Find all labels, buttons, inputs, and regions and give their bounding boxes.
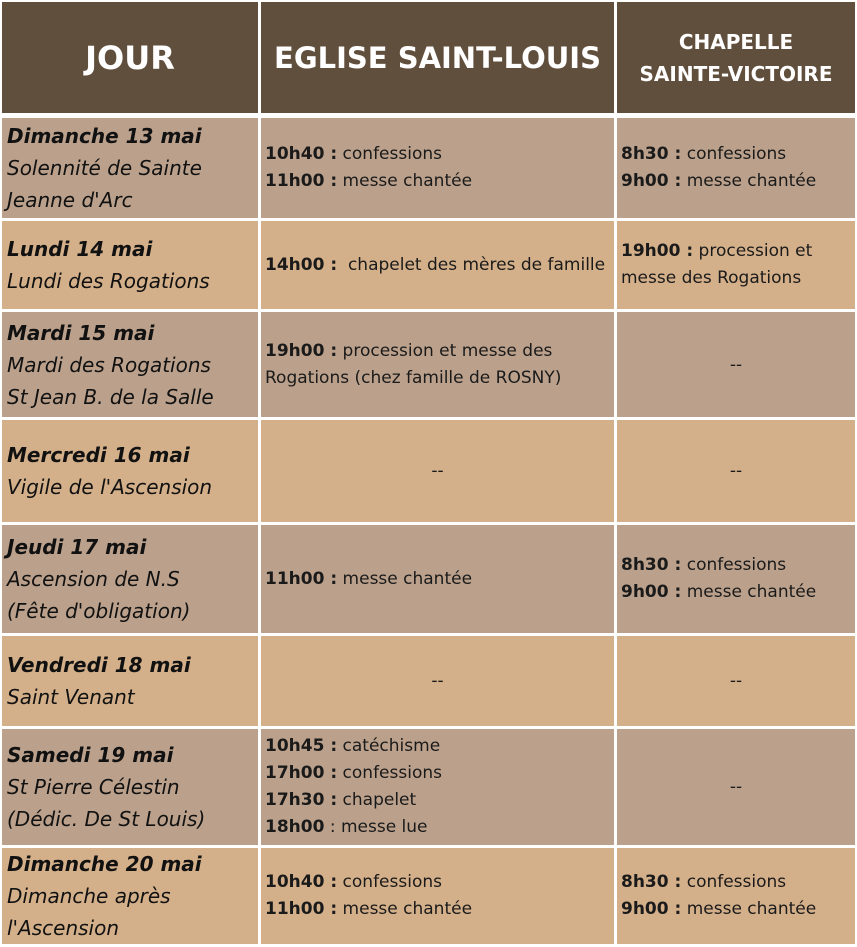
service-time: 14h00 :	[265, 254, 338, 275]
day-cell	[2, 420, 261, 525]
service-line	[265, 787, 614, 814]
service-line	[621, 896, 855, 923]
service-time: 17h00 :	[265, 763, 338, 783]
table-row	[2, 848, 855, 947]
table-row	[2, 118, 855, 221]
service-line	[265, 168, 614, 195]
service-text: messe chantée	[337, 568, 473, 589]
chapelle-cell-empty: --	[617, 420, 855, 525]
feast-label: Solennité de Sainte	[7, 156, 202, 180]
day-cell	[2, 729, 261, 848]
feast-label: Jeanne d'Arc	[7, 188, 133, 212]
feast-label: Saint Venant	[7, 685, 135, 709]
day-cell	[2, 221, 261, 312]
feast-label: Vigile de l'Ascension	[7, 475, 213, 499]
service-text: chapelet des mères de famille	[337, 254, 606, 275]
schedule-table	[2, 2, 855, 947]
feast-label: Dimanche après	[7, 884, 171, 908]
service-time: 17h30 :	[265, 790, 338, 810]
day-label: Mercredi 16 mai	[7, 443, 190, 467]
service-text: : messe lue	[324, 817, 428, 837]
service-time: 9h00 :	[621, 899, 682, 919]
table-row	[2, 420, 855, 525]
service-line	[265, 896, 614, 923]
day-label: Dimanche 20 mai	[7, 852, 202, 876]
service-text: messe chantée	[681, 899, 817, 919]
service-text: messe chantée	[681, 171, 817, 191]
service-time: 8h30 :	[621, 144, 682, 164]
service-line	[265, 252, 614, 279]
eglise-cell	[261, 729, 617, 848]
eglise-cell	[261, 221, 617, 312]
service-time: 11h00 :	[265, 171, 338, 191]
day-label: Samedi 19 mai	[7, 743, 174, 767]
feast-label: (Dédic. De St Louis)	[7, 807, 206, 831]
service-line	[265, 141, 614, 168]
service-time: 19h00 :	[621, 241, 694, 261]
day-label: Jeudi 17 mai	[7, 535, 147, 559]
service-time: 11h00 :	[265, 568, 338, 589]
day-label: Dimanche 13 mai	[7, 124, 202, 148]
service-line	[265, 869, 614, 896]
table-row	[2, 221, 855, 312]
service-text: confessions	[681, 144, 787, 164]
table-row	[2, 636, 855, 729]
service-text: catéchisme	[337, 736, 441, 756]
chapelle-cell-empty: --	[617, 636, 855, 729]
service-time: 19h00 :	[265, 340, 338, 361]
service-text: confessions	[337, 144, 442, 164]
service-time: 10h45 :	[265, 736, 338, 756]
service-text: confessions	[681, 555, 787, 575]
table-row	[2, 525, 855, 636]
service-text: procession et messe des Rogations (chez famille de ROSNY)	[265, 340, 562, 388]
service-time: 10h40 :	[265, 144, 338, 164]
header-chapelle-line2: SAINTE-VICTOIRE	[639, 61, 833, 86]
service-time: 10h40 :	[265, 872, 338, 892]
eglise-cell	[261, 118, 617, 221]
chapelle-cell-empty: --	[617, 312, 855, 420]
service-text: messe chantée	[681, 582, 817, 602]
service-line	[265, 338, 614, 392]
day-label: Vendredi 18 mai	[7, 653, 191, 677]
eglise-cell	[261, 312, 617, 420]
feast-label: St Jean B. de la Salle	[7, 384, 214, 409]
table-row	[2, 729, 855, 848]
service-text: procession et messe des Rogations	[621, 241, 813, 288]
day-cell	[2, 636, 261, 729]
day-cell	[2, 525, 261, 636]
chapelle-cell	[617, 848, 855, 947]
header-jour: JOUR	[2, 2, 261, 113]
header-chapelle	[617, 2, 855, 113]
feast-label: l'Ascension	[7, 916, 120, 940]
header-chapelle-line1: CHAPELLE	[678, 29, 794, 54]
service-line	[621, 238, 855, 292]
day-cell	[2, 848, 261, 947]
feast-label: St Pierre Célestin	[7, 775, 180, 799]
service-time: 18h00	[265, 817, 325, 837]
chapelle-cell	[617, 525, 855, 636]
service-line	[621, 141, 855, 168]
service-line	[265, 733, 614, 760]
service-time: 8h30 :	[621, 872, 682, 892]
chapelle-cell	[617, 118, 855, 221]
service-text: chapelet	[337, 790, 417, 810]
feast-label: Mardi des Rogations	[7, 352, 211, 377]
service-line	[621, 579, 855, 606]
service-time: 9h00 :	[621, 582, 682, 602]
table-row	[2, 312, 855, 420]
service-line	[621, 168, 855, 195]
service-line	[265, 566, 614, 593]
service-text: confessions	[337, 763, 442, 783]
eglise-cell	[261, 525, 617, 636]
feast-label: (Fête d'obligation)	[7, 599, 191, 623]
service-text: messe chantée	[337, 171, 473, 191]
chapelle-cell	[617, 221, 855, 312]
service-text: messe chantée	[337, 899, 473, 919]
service-line	[265, 814, 614, 841]
service-line	[621, 552, 855, 579]
header-row	[2, 2, 855, 113]
day-label: Mardi 15 mai	[7, 320, 155, 345]
service-text: confessions	[337, 872, 442, 892]
eglise-cell	[261, 848, 617, 947]
header-eglise: EGLISE SAINT-LOUIS	[261, 2, 617, 113]
chapelle-cell-empty: --	[617, 729, 855, 848]
service-time: 9h00 :	[621, 171, 682, 191]
service-text: confessions	[681, 872, 787, 892]
service-time: 11h00 :	[265, 899, 338, 919]
feast-label: Ascension de N.S	[7, 567, 180, 591]
day-cell	[2, 312, 261, 420]
service-line	[621, 869, 855, 896]
service-line	[265, 760, 614, 787]
day-label: Lundi 14 mai	[7, 237, 153, 261]
eglise-cell-empty: --	[261, 636, 617, 729]
feast-label: Lundi des Rogations	[7, 269, 210, 293]
day-cell	[2, 118, 261, 221]
eglise-cell-empty: --	[261, 420, 617, 525]
service-time: 8h30 :	[621, 555, 682, 575]
